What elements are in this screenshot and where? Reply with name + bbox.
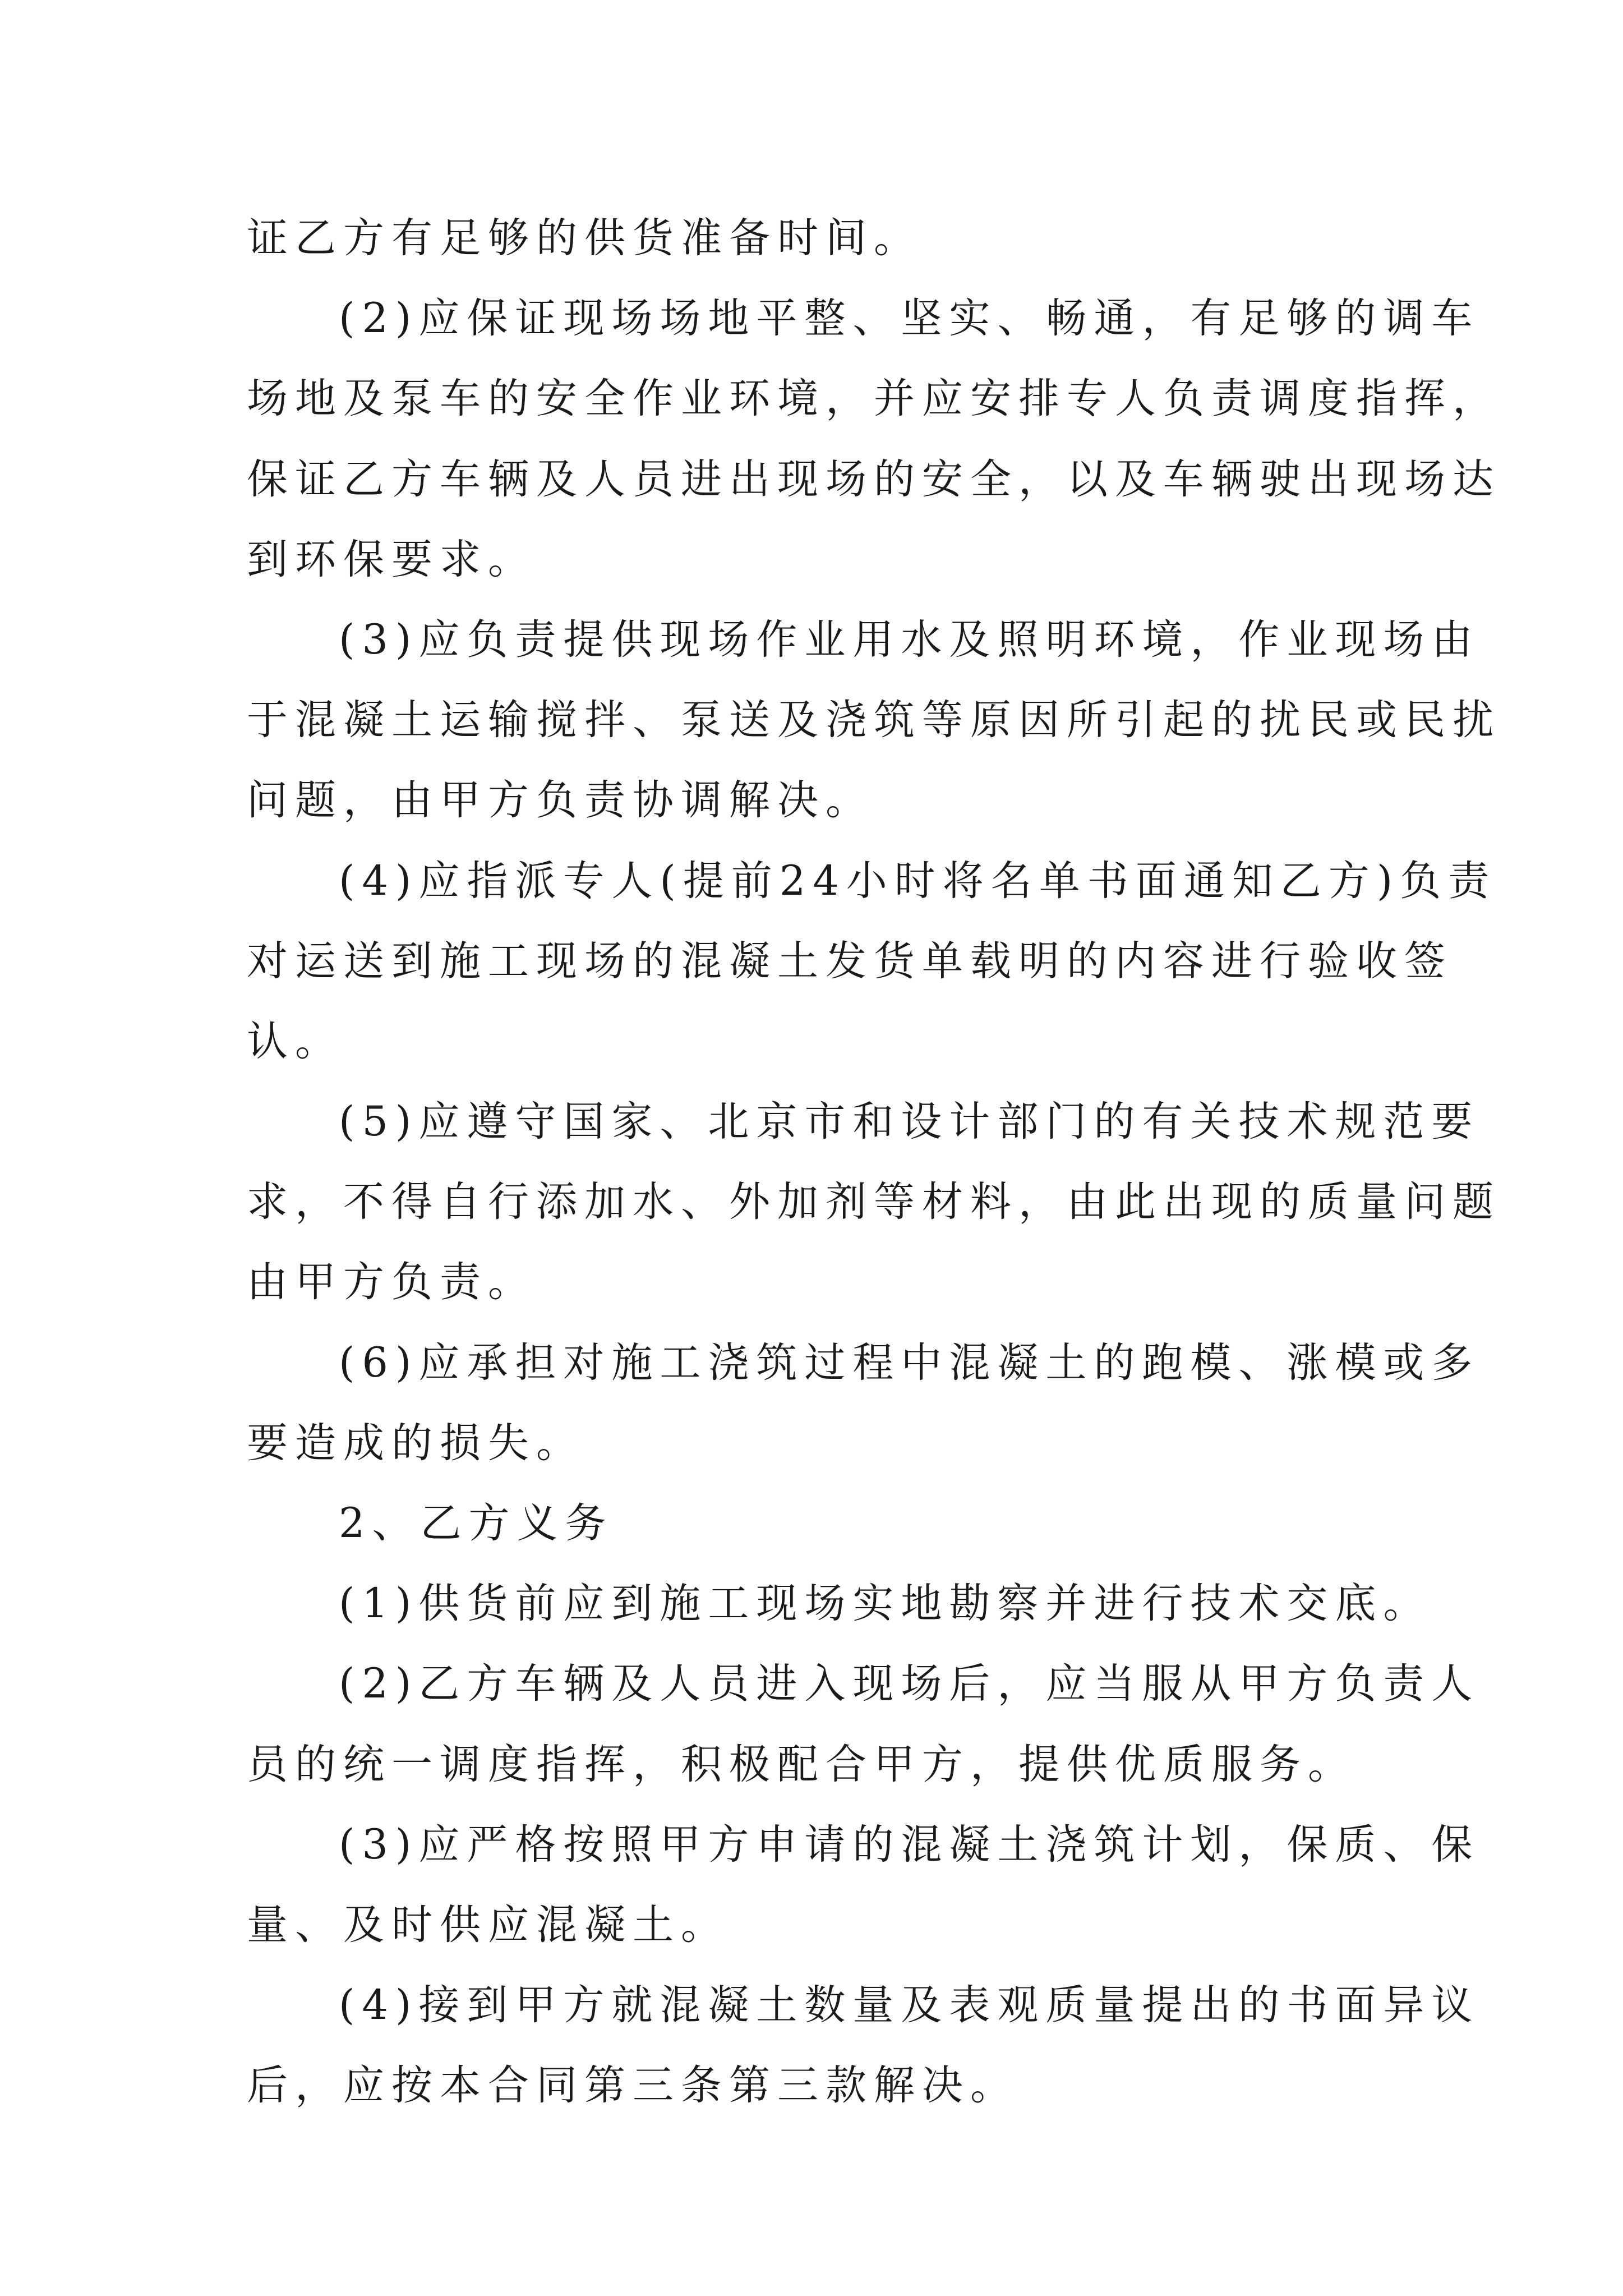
text-line: 要造成的损失。 — [247, 1419, 584, 1467]
text-line: 由甲方负责。 — [247, 1258, 536, 1306]
text-line: 量、及时供应混凝土。 — [247, 1901, 729, 1949]
paragraph-first-line: (3)应负责提供现场作业用水及照明环境，作业现场由 — [339, 615, 1480, 664]
text-line: 对运送到施工现场的混凝土发货单载明的内容进行验收签 — [247, 937, 1453, 985]
paragraph-first-line: (4)接到甲方就混凝土数量及表观质量提出的书面异议 — [339, 1981, 1480, 2030]
text-line: 求，不得自行添加水、外加剂等材料，由此出现的质量问题 — [247, 1178, 1501, 1226]
text-line: 后，应按本合同第三条第三款解决。 — [247, 2062, 1018, 2110]
paragraph-first-line: (6)应承担对施工浇筑过程中混凝土的跑模、涨模或多 — [339, 1338, 1480, 1387]
paragraph-first-line: (4)应指派专人(提前24小时将名单书面通知乙方)负责 — [339, 857, 1497, 905]
text-line: 保证乙方车辆及人员进出现场的安全，以及车辆驶出现场达 — [247, 455, 1501, 503]
text-line: 问题，由甲方负责协调解决。 — [247, 776, 874, 825]
paragraph-first-line: (3)应严格按照甲方申请的混凝土浇筑计划，保质、保 — [339, 1820, 1480, 1869]
text-line: 到环保要求。 — [247, 535, 536, 583]
text-line: 场地及泵车的安全作业环境，并应安排专人负责调度指挥， — [247, 375, 1501, 423]
contract-body-text — [247, 198, 1501, 2126]
paragraph-first-line: (1)供货前应到施工现场实地勘察并进行技术交底。 — [339, 1580, 1432, 1628]
text-line: 证乙方有足够的供货准备时间。 — [247, 214, 922, 262]
text-line: 于混凝土运输搅拌、泵送及浇筑等原因所引起的扰民或民扰 — [247, 696, 1501, 744]
paragraph-first-line: (2)乙方车辆及人员进入现场后，应当服从甲方负责人 — [339, 1660, 1480, 1708]
text-line: 认。 — [247, 1017, 343, 1065]
section-heading: 2、乙方义务 — [339, 1499, 614, 1547]
paragraph-first-line: (2)应保证现场场地平整、坚实、畅通，有足够的调车 — [339, 295, 1480, 343]
text-line: 员的统一调度指挥，积极配合甲方，提供优质服务。 — [247, 1740, 1356, 1788]
paragraph-first-line: (5)应遵守国家、北京市和设计部门的有关技术规范要 — [339, 1098, 1480, 1146]
